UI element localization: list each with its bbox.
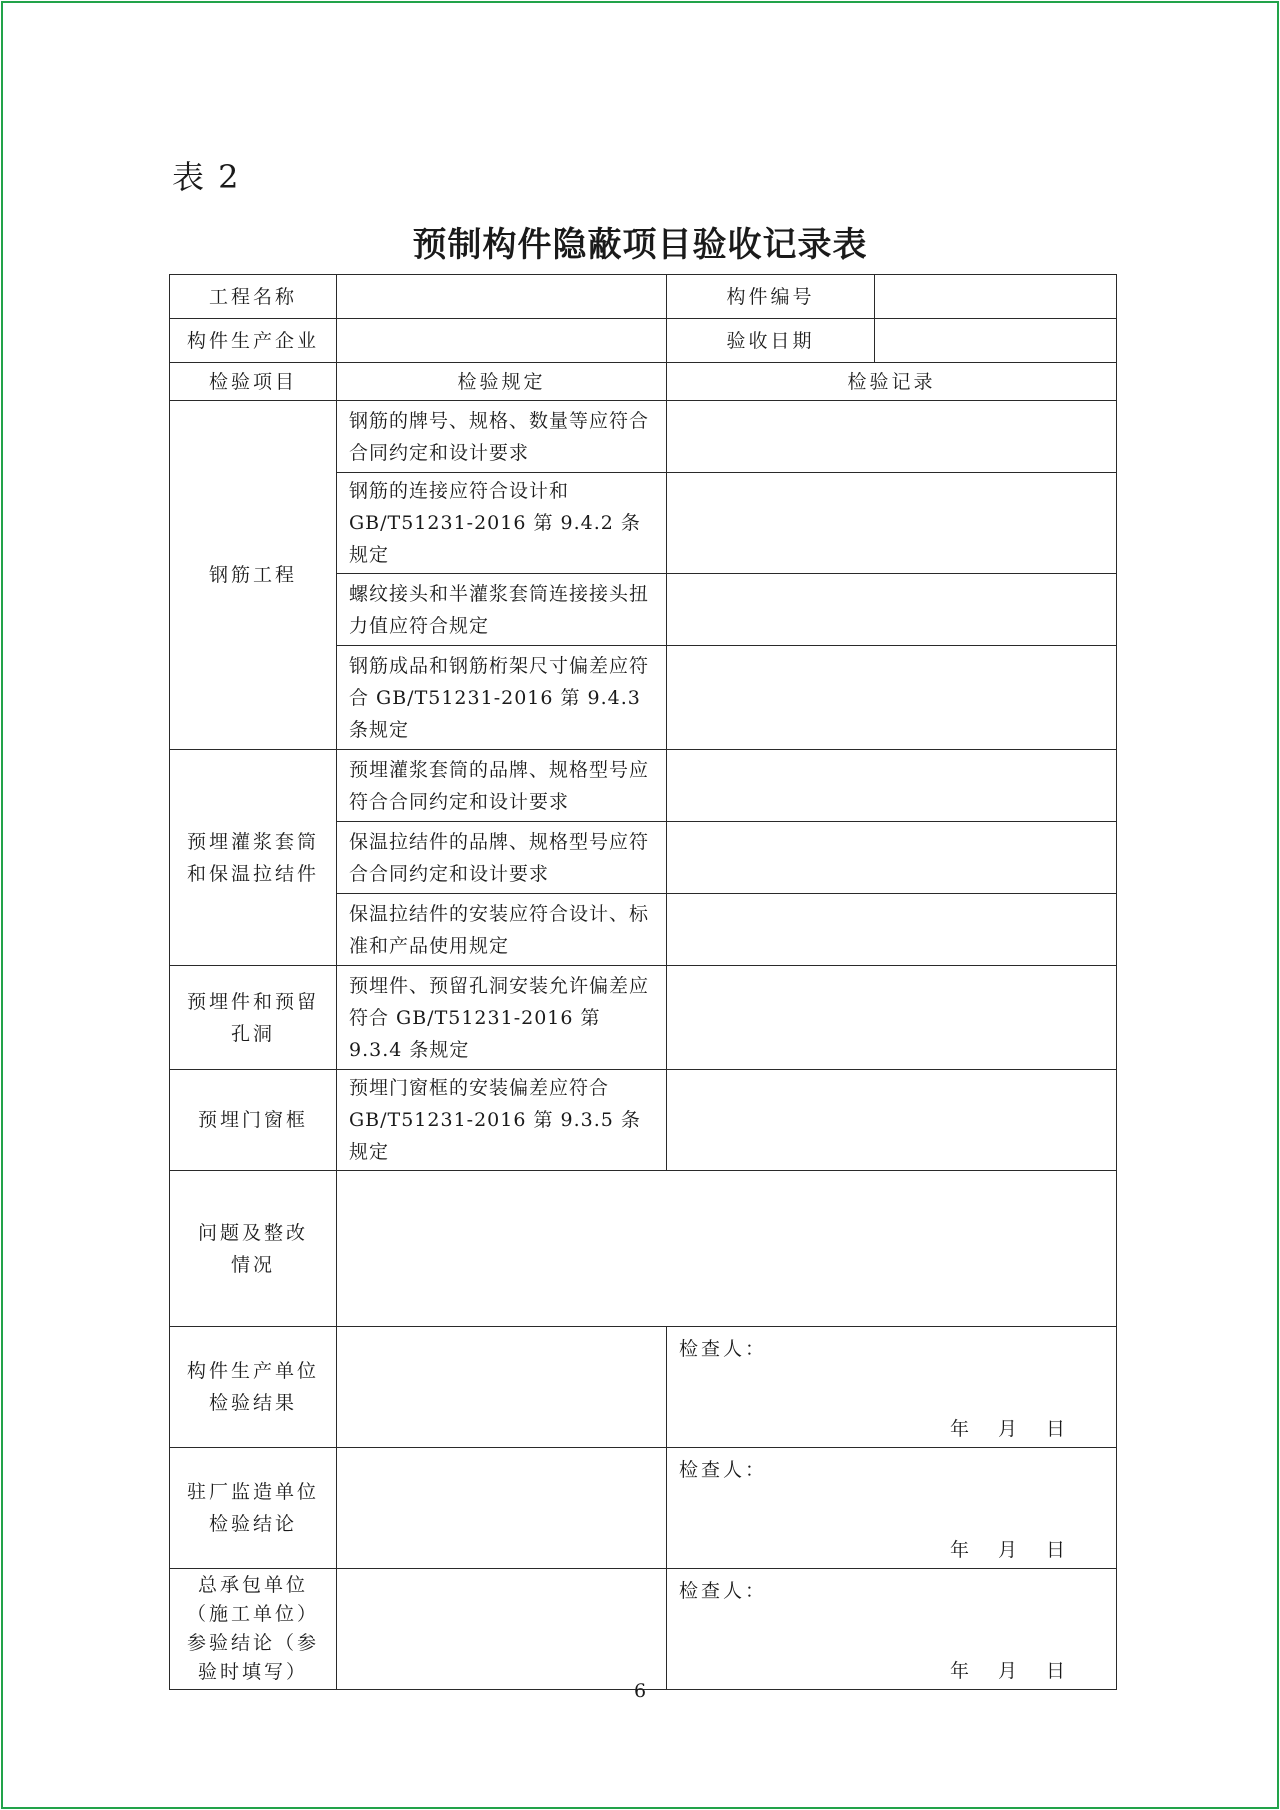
signoff-row-contractor bbox=[170, 1569, 1117, 1690]
inspection-record-field[interactable] bbox=[667, 401, 1117, 473]
signoff-result-field[interactable] bbox=[337, 1569, 667, 1690]
component-no-label: 构件编号 bbox=[667, 275, 875, 319]
inspection-rule: 预埋灌浆套筒的品牌、规格型号应符合合同约定和设计要求 bbox=[337, 750, 667, 822]
inspection-rule: 预埋门窗框的安装偏差应符合GB/T51231-2016 第 9.3.5 条规定 bbox=[337, 1070, 667, 1171]
column-header-item: 检验项目 bbox=[170, 363, 337, 401]
project-name-label: 工程名称 bbox=[170, 275, 337, 319]
table-label: 表 2 bbox=[172, 158, 241, 196]
inspection-record-field[interactable] bbox=[667, 574, 1117, 646]
inspection-rule: 钢筋的牌号、规格、数量等应符合合同约定和设计要求 bbox=[337, 401, 667, 473]
date-day-label: 日 bbox=[1045, 1660, 1066, 1682]
inspector-label: 检查人： bbox=[679, 1459, 768, 1481]
inspector-label: 检查人： bbox=[679, 1338, 768, 1360]
date-month-label: 月 bbox=[997, 1418, 1018, 1440]
inspection-rule: 钢筋成品和钢筋桁架尺寸偏差应符合 GB/T51231-2016 第 9.4.3 条规定 bbox=[337, 646, 667, 750]
date-month-label: 月 bbox=[997, 1539, 1018, 1561]
info-row-producer bbox=[170, 319, 1117, 363]
inspection-rule: 螺纹接头和半灌浆套筒连接接头扭力值应符合规定 bbox=[337, 574, 667, 646]
date-month-label: 月 bbox=[997, 1660, 1018, 1682]
group-name-rebar: 钢筋工程 bbox=[170, 401, 337, 750]
date-day-label: 日 bbox=[1045, 1418, 1066, 1440]
inspection-record-field[interactable] bbox=[667, 822, 1117, 894]
inspection-record-field[interactable] bbox=[667, 646, 1117, 750]
acceptance-record-table bbox=[169, 274, 1117, 1690]
column-header-row bbox=[170, 363, 1117, 401]
accept-date-field[interactable] bbox=[875, 319, 1117, 363]
date-year-label: 年 bbox=[949, 1418, 970, 1440]
inspector-label: 检查人： bbox=[679, 1580, 768, 1602]
signoff-inspector-cell[interactable] bbox=[667, 1327, 1117, 1448]
info-row-project bbox=[170, 275, 1117, 319]
project-name-field[interactable] bbox=[337, 275, 667, 319]
component-no-field[interactable] bbox=[875, 275, 1117, 319]
inspection-rule: 钢筋的连接应符合设计和GB/T51231-2016 第 9.4.2 条规定 bbox=[337, 473, 667, 574]
inspection-record-field[interactable] bbox=[667, 894, 1117, 966]
inspection-record-field[interactable] bbox=[667, 1070, 1117, 1171]
inspection-record-field[interactable] bbox=[667, 750, 1117, 822]
signoff-row-producer bbox=[170, 1327, 1117, 1448]
inspection-row bbox=[170, 966, 1117, 1070]
column-header-record: 检验记录 bbox=[667, 363, 1117, 401]
inspection-row bbox=[170, 401, 1117, 473]
date-year-label: 年 bbox=[949, 1539, 970, 1561]
signoff-date bbox=[950, 1413, 1066, 1445]
inspection-record-field[interactable] bbox=[667, 966, 1117, 1070]
document-title: 预制构件隐蔽项目验收记录表 bbox=[412, 225, 868, 265]
signoff-result-field[interactable] bbox=[337, 1448, 667, 1569]
column-header-rule: 检验规定 bbox=[337, 363, 667, 401]
page-number: 6 bbox=[633, 1680, 647, 1702]
issues-row bbox=[170, 1171, 1117, 1327]
inspection-rule: 预埋件、预留孔洞安装允许偏差应符合 GB/T51231-2016 第 9.3.4 条规定 bbox=[337, 966, 667, 1070]
signoff-label: 总承包单位（施工单位）参验结论（参验时填写） bbox=[170, 1569, 337, 1690]
inspection-rule: 保温拉结件的品牌、规格型号应符合合同约定和设计要求 bbox=[337, 822, 667, 894]
signoff-label: 构件生产单位检验结果 bbox=[170, 1327, 337, 1448]
date-day-label: 日 bbox=[1045, 1539, 1066, 1561]
group-name-window-frame: 预埋门窗框 bbox=[170, 1070, 337, 1171]
inspection-rule: 保温拉结件的安装应符合设计、标准和产品使用规定 bbox=[337, 894, 667, 966]
signoff-inspector-cell[interactable] bbox=[667, 1569, 1117, 1690]
inspection-record-field[interactable] bbox=[667, 473, 1117, 574]
producer-field[interactable] bbox=[337, 319, 667, 363]
signoff-row-supervisor bbox=[170, 1448, 1117, 1569]
signoff-date bbox=[950, 1534, 1066, 1566]
accept-date-label: 验收日期 bbox=[667, 319, 875, 363]
issues-label: 问题及整改情况 bbox=[170, 1171, 337, 1327]
inspection-row bbox=[170, 750, 1117, 822]
group-name-sleeve-tie: 预埋灌浆套筒和保温拉结件 bbox=[170, 750, 337, 966]
signoff-inspector-cell[interactable] bbox=[667, 1448, 1117, 1569]
date-year-label: 年 bbox=[949, 1660, 970, 1682]
group-name-embedded-holes: 预埋件和预留孔洞 bbox=[170, 966, 337, 1070]
producer-label: 构件生产企业 bbox=[170, 319, 337, 363]
issues-field[interactable] bbox=[337, 1171, 1117, 1327]
signoff-result-field[interactable] bbox=[337, 1327, 667, 1448]
inspection-row bbox=[170, 1070, 1117, 1171]
signoff-label: 驻厂监造单位检验结论 bbox=[170, 1448, 337, 1569]
